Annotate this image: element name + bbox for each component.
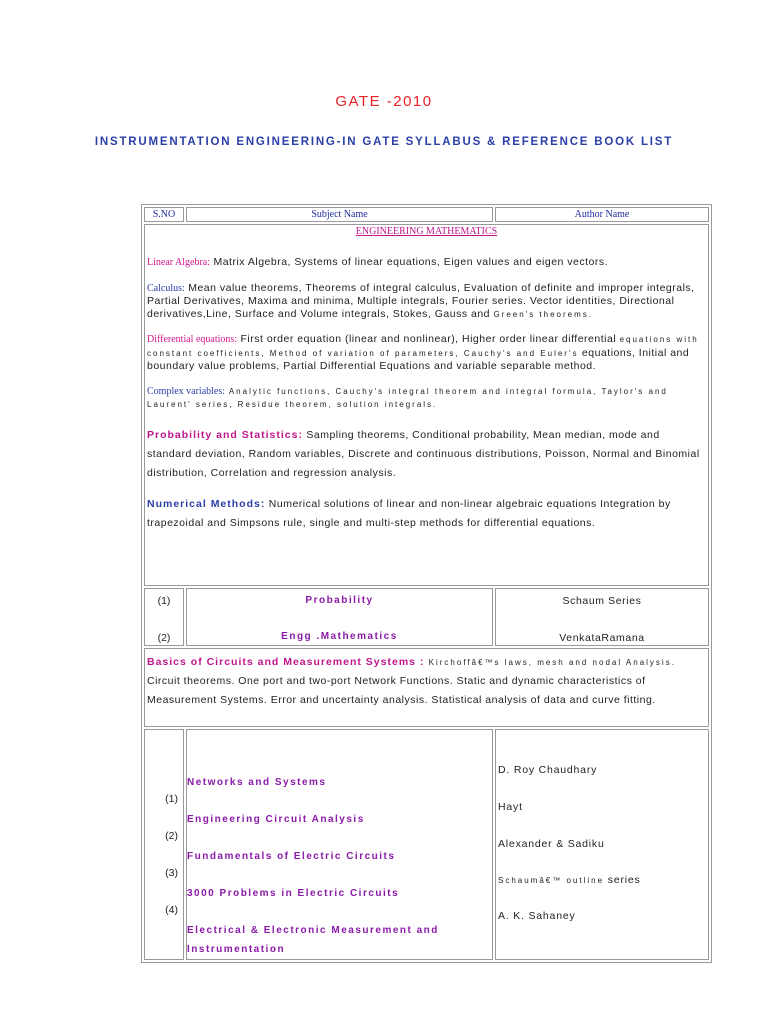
calculus-label: Calculus: — [147, 282, 185, 294]
diff-label: Differential equations: — [147, 334, 238, 345]
book-name: Networks and Systems — [187, 777, 327, 788]
book-author: Hayt — [498, 801, 523, 813]
book-num: (2) — [157, 632, 171, 644]
book-author: A. K. Sahaney — [498, 910, 576, 922]
circuits-section-row — [144, 648, 709, 727]
circuits-spaced: Kirchoffâ€™s laws, mesh and nodal Analysis. — [424, 658, 676, 667]
circuit-author-list — [496, 764, 708, 922]
circuits-section — [144, 648, 709, 727]
circuits-label: Basics of Circuits and Measurement Systems : — [147, 656, 425, 668]
math-books-names — [186, 588, 493, 646]
book-num: (3) — [165, 867, 178, 879]
circuit-books-names — [186, 729, 493, 960]
header-subject: Subject Name — [186, 207, 493, 222]
num-label: Numerical Methods: — [147, 497, 266, 510]
circuit-book-list — [187, 773, 492, 959]
book-num: (2) — [165, 830, 178, 842]
math-books-row — [144, 588, 709, 646]
circuit-books-row — [144, 729, 709, 960]
num-text: Numerical solutions of linear and non-linear algebraic equations Integration by trapezoidal and Simpsons rule, single and multi-step methods for differential equations. — [147, 497, 671, 529]
book-name: Engg .Mathematics — [281, 631, 398, 642]
author-spaced: Schaumâ€™ outline — [498, 876, 605, 885]
circuits-para — [145, 653, 708, 710]
header-author: Author Name — [495, 207, 709, 222]
book-name: Probability — [305, 595, 374, 606]
book-name: 3000 Problems in Electric Circuits — [187, 888, 400, 899]
complex-label: Complex variables: — [147, 385, 226, 397]
author-tail: series — [604, 874, 641, 886]
probability-para — [145, 426, 708, 483]
circuits-text: Circuit theorems. One port and two-port Network Functions. Static and dynamic characteristics of Measurement Systems. Error and uncertainty analysis. Statistical analysis of data and curve fitting. — [147, 675, 656, 706]
math-books-nums — [144, 588, 184, 646]
complex-para — [145, 385, 708, 412]
prob-label: Probability and Statistics: — [147, 428, 303, 441]
table-header-row — [144, 207, 709, 222]
page-subtitle: INSTRUMENTATION ENGINEERING-IN GATE SYLLABUS & REFERENCE BOOK LIST — [94, 136, 674, 148]
book-author: D. Roy Chaudhary — [498, 764, 598, 776]
syllabus-table — [141, 204, 712, 963]
circuit-books-authors — [495, 729, 709, 960]
circuit-books-nums — [144, 729, 184, 960]
book-author: Alexander & Sadiku — [498, 838, 605, 850]
linear-label: Linear Algebra: — [147, 257, 211, 268]
math-books-authors — [495, 588, 709, 646]
diff-text: First order equation (linear and nonlinear), Higher order linear differential — [237, 333, 620, 345]
linear-algebra-para — [145, 256, 708, 270]
calculus-para — [145, 282, 708, 322]
prob-text: Sampling theorems, Conditional probability, Mean median, mode and standard deviation, Random variables, Discrete and continuous distributions, Poisson, Normal and Binomial distribution, Correlation and regression analysis. — [147, 428, 700, 479]
diff-text2: equations, Initial and boundary value problems, Partial Differential Equations and variable separable method. — [147, 346, 690, 372]
book-name: Fundamentals of Electric Circuits — [187, 851, 396, 862]
math-section-row — [144, 224, 709, 586]
book-num: (1) — [157, 595, 171, 607]
book-name: Electrical & Electronic Measurement and Instrumentation — [187, 925, 439, 955]
calculus-tail: Green's theorems. — [493, 309, 593, 319]
book-author — [498, 874, 708, 886]
diff-spaced: equations with constant coefficients, Method of variation of parameters, Cauchy's and Euler's — [147, 335, 699, 358]
complex-text: Analytic functions, Cauchy's integral theorem and integral formula, Taylor's and Laurent' series, Residue theorem, solution integrals. — [147, 386, 668, 409]
book-num: (1) — [165, 793, 178, 805]
math-section — [144, 224, 709, 586]
book-author: Schaum Series — [562, 595, 642, 607]
book-num: (4) — [165, 904, 178, 916]
page-title: GATE -2010 — [335, 93, 433, 110]
header-sno: S.NO — [144, 207, 184, 222]
linear-text: Matrix Algebra, Systems of linear equations, Eigen values and eigen vectors. — [210, 256, 609, 268]
differential-para — [145, 333, 708, 373]
calculus-text: Mean value theorems, Theorems of integral calculus, Evaluation of definite and improper integrals, Partial Derivatives, Maxima and minima, Multiple integrals, Fourier series. Vector identities, Directional derivatives,Line, Surface and Volume integrals, Stokes, Gauss and — [147, 281, 695, 320]
circuit-num-list — [145, 781, 183, 929]
book-author: VenkataRamana — [559, 632, 645, 644]
numerical-para — [145, 495, 708, 533]
book-name: Engineering Circuit Analysis — [187, 814, 365, 825]
math-heading: ENGINEERING MATHEMATICS — [355, 226, 498, 237]
